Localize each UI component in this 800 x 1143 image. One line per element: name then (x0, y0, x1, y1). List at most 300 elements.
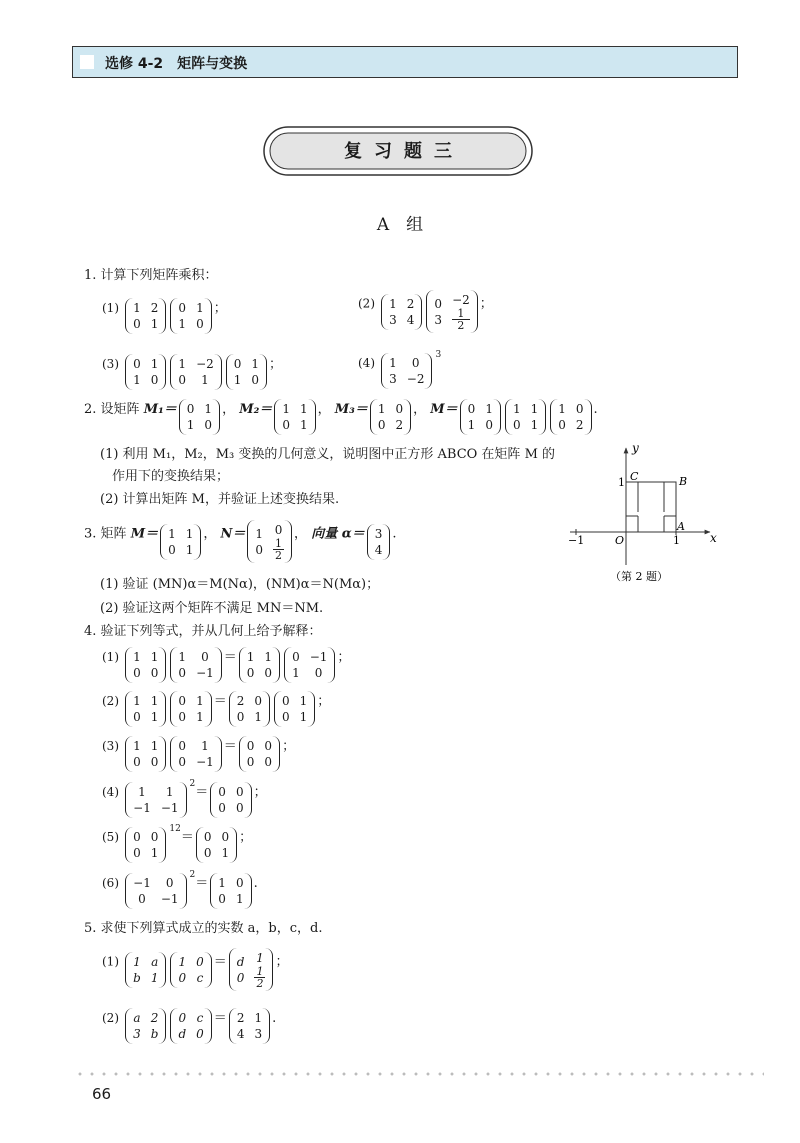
matrix-col (558, 401, 566, 433)
matrix-col (204, 829, 212, 861)
matrix-col (407, 355, 425, 387)
matrix-cell: 1 (178, 357, 187, 371)
fraction-den: 2 (275, 549, 283, 562)
square (626, 482, 676, 532)
col (255, 526, 263, 558)
q1-part4 (358, 350, 442, 389)
matrix-cell: 1 (512, 402, 521, 416)
punct: ； (239, 830, 253, 845)
punct: ； (317, 694, 331, 709)
matrix (170, 354, 221, 390)
cell: 1 (255, 526, 264, 541)
matrix-col (292, 649, 300, 681)
matrix (550, 399, 591, 435)
matrix-n (247, 520, 292, 563)
matrix-cell: 0 (196, 954, 204, 969)
matrix-col (187, 401, 195, 433)
matrix-cell: 1 (150, 357, 159, 371)
matrix-cell: 0 (246, 666, 255, 680)
matrix-cell: −1 (133, 876, 151, 890)
footer-dotted-rule (74, 1072, 764, 1076)
fraction-num: 1 (452, 308, 470, 320)
punct: . (272, 1011, 277, 1026)
matrix-cell: 0 (314, 666, 323, 680)
matrix-cell: 0 (203, 846, 212, 860)
q1-p2-label: (2) (358, 296, 375, 311)
matrix-cell: 1 (254, 1011, 263, 1025)
matrix-cell: 1 (530, 402, 539, 416)
matrix-cell: 2 (150, 301, 159, 315)
punct: ； (275, 954, 289, 970)
matrix-cell: 0 (178, 373, 187, 387)
matrix-cell: 1 (150, 846, 159, 860)
equals: ＝ (223, 650, 237, 665)
matrix (125, 1008, 166, 1044)
matrix-col (196, 954, 204, 986)
matrix-cell: 1 (221, 846, 230, 860)
q5-e2 (102, 1007, 276, 1044)
matrix-cell: c (196, 970, 204, 985)
matrix-cell: 1 (235, 892, 244, 906)
matrix-with-fraction (426, 290, 477, 333)
matrix (226, 354, 267, 390)
matrix-cell: −1 (133, 801, 151, 815)
matrix-col (282, 401, 290, 433)
matrix-col (196, 356, 214, 388)
label: (6) (102, 876, 119, 890)
matrix-cell: 1 (150, 739, 159, 753)
matrix-cell: b (133, 970, 141, 985)
power: 3 (435, 350, 442, 360)
col (254, 950, 265, 989)
m-label: M＝ (130, 526, 159, 542)
matrix-cell: 1 (254, 710, 262, 724)
punct: ； (253, 785, 267, 800)
col (434, 296, 442, 328)
matrix-cell: 1 (196, 301, 204, 315)
matrix-cell: 0 (558, 418, 566, 432)
matrix-cell: 1 (133, 373, 141, 387)
matrix (381, 294, 422, 330)
q1-p4-label: (4) (358, 356, 375, 370)
matrix-cell: −2 (196, 357, 214, 371)
matrix-col (151, 356, 159, 388)
matrix-col (133, 356, 141, 388)
matrix (210, 873, 251, 909)
matrix (170, 736, 221, 772)
q3-prefix: 3. 矩阵 (84, 526, 127, 542)
matrix-cell: 2 (395, 418, 404, 432)
matrix-col (247, 738, 255, 770)
header-bar (72, 46, 738, 78)
power: 2 (189, 779, 196, 789)
q1-part3 (102, 353, 282, 390)
matrix-col (133, 784, 151, 816)
equals: ＝ (180, 830, 194, 845)
matrix-col (389, 355, 397, 387)
vector-alpha (367, 524, 391, 560)
matrix-col (151, 300, 159, 332)
section-banner (263, 126, 533, 176)
matrix-cell: 0 (203, 830, 212, 844)
matrix-col (251, 356, 259, 388)
matrix-col (485, 401, 493, 433)
matrix-col (218, 875, 226, 907)
matrix-cell: 1 (196, 694, 204, 708)
matrix-cell: 1 (389, 356, 397, 370)
q4-e6 (102, 872, 258, 909)
matrix-col (151, 1010, 159, 1042)
cell: 0 (255, 542, 264, 557)
vector-label: 向量 α＝ (311, 526, 365, 542)
matrix-cell: 0 (133, 710, 141, 724)
matrix-cell: 1 (185, 542, 194, 557)
matrix-col (310, 649, 328, 681)
equals: ＝ (195, 876, 209, 891)
matrix-col (389, 296, 397, 328)
matrix-cell: 0 (133, 755, 141, 769)
cell: d (236, 954, 245, 969)
matrix-cell: 1 (165, 785, 174, 799)
matrix-cell: 1 (150, 710, 159, 724)
matrix-cell: 0 (218, 892, 226, 906)
header-square-icon (80, 55, 94, 69)
matrix (170, 298, 211, 334)
group-title: A 组 (376, 215, 424, 235)
matrix-cell: 0 (485, 418, 493, 432)
matrix-cell: 1 (218, 876, 226, 890)
label-a: A (677, 520, 685, 533)
matrix-col (168, 526, 176, 558)
matrix-cell: 0 (395, 402, 404, 416)
matrix (125, 354, 166, 390)
matrix (125, 691, 166, 727)
matrix-cell: 0 (186, 402, 195, 416)
matrix-cell: 2 (575, 418, 584, 432)
matrix-col (237, 693, 245, 725)
matrix-col (133, 954, 141, 986)
matrix-col (133, 738, 141, 770)
matrix-col (161, 875, 179, 907)
matrix-cell: 1 (389, 296, 397, 311)
label: (1) (102, 650, 119, 664)
cell: 4 (374, 542, 383, 557)
punct: . (253, 876, 258, 891)
matrix-cell: 1 (133, 694, 141, 708)
matrix-cell: −1 (160, 892, 179, 906)
q4-e5 (102, 826, 252, 863)
matrix-cell: 0 (138, 892, 146, 906)
matrix-cell: 1 (168, 526, 176, 541)
q2-part1-line2: 作用下的变换结果； (112, 469, 230, 484)
matrix-col (218, 784, 226, 816)
matrix-col (151, 649, 159, 681)
matrix-col (247, 649, 255, 681)
matrix-col (513, 401, 521, 433)
matrix-cell: 1 (201, 373, 209, 387)
col (237, 954, 245, 986)
figure-square-abco (560, 440, 730, 600)
matrix-cell: 0 (251, 373, 260, 387)
matrix-cell: 0 (282, 694, 290, 708)
matrix-col (282, 693, 290, 725)
matrix-col (133, 693, 141, 725)
matrix-cell: 3 (133, 1027, 141, 1041)
matrix-cell: 2 (150, 1011, 159, 1025)
matrix (239, 736, 280, 772)
matrix-col (178, 693, 186, 725)
matrix-cell: 0 (233, 357, 242, 371)
q2-part2: (2) 计算出矩阵 M，并验证上述变换结果. (100, 492, 340, 507)
label: (4) (102, 785, 119, 799)
matrix-with-fraction (229, 948, 274, 991)
matrix-col (178, 356, 186, 388)
matrix (284, 647, 335, 683)
matrix (125, 952, 166, 988)
q1-p1-label: (1) (102, 301, 119, 315)
matrix-cell: 1 (178, 317, 187, 331)
matrix-cell: 1 (264, 650, 273, 664)
label-b: B (679, 475, 688, 488)
equals: ＝ (223, 739, 237, 754)
matrix-col (178, 738, 186, 770)
m-label: M＝ (430, 402, 458, 417)
matrix-cell: 0 (377, 418, 386, 432)
matrix-cell: 1 (178, 954, 187, 969)
matrix-col (151, 693, 159, 725)
matrix-cell: −1 (196, 666, 214, 680)
punct: ； (479, 296, 493, 312)
matrix-col (300, 401, 308, 433)
matrix-col (133, 875, 151, 907)
cell: 3 (374, 526, 383, 541)
matrix-cell: 1 (251, 357, 260, 371)
matrix-col (576, 401, 584, 433)
matrix-cell: 1 (196, 710, 204, 724)
matrix-cell: 0 (201, 650, 209, 664)
matrix-cell: 0 (235, 801, 244, 815)
header-title: 选修 4-2 矩阵与变换 (105, 56, 248, 72)
tick-label-xm1: −1 (568, 534, 585, 547)
matrix-col (196, 738, 214, 770)
cell: 3 (434, 312, 443, 327)
punct: ， (413, 402, 427, 417)
matrix-col (178, 1010, 186, 1042)
matrix (381, 353, 432, 389)
power: 12 (169, 824, 181, 834)
label-c: C (630, 470, 639, 483)
matrix-col (151, 829, 159, 861)
matrix (125, 782, 186, 818)
punct: . (593, 402, 598, 417)
q2-part1-line1: (1) 利用 M₁，M₂，M₃ 变换的几何意义，说明图中正方形 ABCO 在矩阵 M 的 (100, 447, 556, 462)
equals: ＝ (213, 1011, 227, 1026)
matrix-cell: 1 (150, 694, 159, 708)
matrix-col (151, 954, 159, 986)
matrix-cell: 3 (389, 312, 397, 327)
matrix-col (468, 401, 476, 433)
matrix-cell: 0 (150, 830, 159, 844)
q3-part1: (1) 验证 (MN)α＝M(Nα)，(NM)α＝N(Mα)； (100, 577, 380, 592)
matrix (229, 691, 270, 727)
matrix-cell: 1 (485, 402, 493, 416)
matrix-cell: 1 (246, 650, 255, 664)
figure-caption: （第 2 题） (610, 570, 668, 583)
matrix-col (151, 738, 159, 770)
matrix (460, 399, 501, 435)
matrix-col (407, 296, 415, 328)
matrix-cell: 0 (150, 373, 159, 387)
m1-label: M₁＝ (143, 402, 177, 417)
matrix-col (264, 738, 272, 770)
matrix-cell: 0 (254, 694, 262, 708)
matrix (229, 1008, 270, 1044)
matrix-cell: d (178, 1027, 187, 1041)
matrix-cell: 2 (406, 296, 415, 311)
cell: 1 (256, 951, 264, 965)
matrix-cell: 0 (178, 694, 187, 708)
matrix (125, 647, 166, 683)
matrix-cell: 0 (246, 739, 255, 753)
matrix (125, 873, 186, 909)
matrix-cell: 0 (178, 301, 187, 315)
matrix-cell: 2 (236, 1011, 245, 1025)
matrix-cell: 0 (178, 755, 187, 769)
fraction-den: 2 (256, 977, 264, 990)
label: (1) (102, 954, 119, 969)
matrix-cell: 1 (299, 694, 308, 708)
matrix (125, 827, 166, 863)
q1-p3-label: (3) (102, 357, 119, 371)
matrix-cell: 1 (282, 402, 290, 416)
matrix-cell: 0 (467, 402, 476, 416)
q4-e3 (102, 735, 295, 772)
matrix (239, 647, 280, 683)
punct: ， (317, 402, 331, 417)
matrix-cell: 0 (411, 356, 420, 370)
matrix-col (264, 649, 272, 681)
fraction-den: 2 (457, 319, 465, 332)
cell: 0 (274, 523, 283, 537)
matrix-cell: a (133, 1011, 141, 1025)
matrix-cell: 0 (196, 1027, 204, 1041)
label: (5) (102, 830, 119, 844)
q3-stem (84, 520, 397, 563)
matrix-cell: 1 (186, 418, 195, 432)
matrix-cell: 0 (178, 710, 187, 724)
matrix-col (395, 401, 403, 433)
matrix-col (196, 1010, 204, 1042)
q5-stem: 5. 求使下列算式成立的实数 a，b，c，d. (84, 921, 323, 936)
cell: 0 (434, 296, 443, 311)
matrix (196, 827, 237, 863)
matrix-cell: 1 (150, 317, 159, 331)
power: 2 (189, 870, 196, 880)
matrix-cell: 0 (178, 666, 187, 680)
q4-e4 (102, 781, 267, 818)
matrix-cell: 1 (530, 418, 539, 432)
matrix-cell: 1 (299, 402, 308, 416)
matrix-cell: −2 (406, 372, 425, 386)
matrix-cell: 0 (221, 830, 230, 844)
matrix-cell: 1 (233, 373, 242, 387)
matrix-cell: 0 (235, 876, 244, 890)
matrix-cell: 0 (165, 876, 174, 890)
m3-label: M₃＝ (334, 402, 368, 417)
matrix-cell: 0 (218, 801, 226, 815)
label-x: x (710, 531, 717, 545)
equals: ＝ (195, 785, 209, 800)
punct: ， (222, 402, 236, 417)
matrix-cell: 0 (512, 418, 521, 432)
punct: ； (213, 301, 227, 316)
matrix-cell: 0 (133, 666, 141, 680)
fraction-num: 1 (256, 965, 264, 978)
matrix-cell: 0 (264, 666, 273, 680)
matrix-cell: 1 (292, 666, 300, 680)
matrix-cell: 0 (178, 739, 187, 753)
matrix-cell: 1 (138, 785, 146, 799)
matrix-col (133, 649, 141, 681)
punct: ； (337, 650, 351, 665)
matrix-col (186, 526, 194, 558)
cell: −2 (452, 293, 470, 307)
m2-label: M₂＝ (239, 402, 273, 417)
label-y: y (632, 441, 639, 455)
matrix-col (236, 784, 244, 816)
matrix-col (133, 829, 141, 861)
matrix-cell: 1 (377, 402, 386, 416)
matrix-cell: 0 (178, 970, 187, 985)
matrix (170, 952, 211, 988)
q5-e1 (102, 948, 288, 991)
matrix-cell: 1 (133, 650, 141, 664)
fraction (452, 308, 470, 331)
matrix-col (254, 1010, 262, 1042)
matrix-cell: 0 (133, 830, 141, 844)
matrix-cell: 1 (133, 301, 141, 315)
matrix-cell: 0 (575, 402, 584, 416)
matrix-cell: 0 (133, 317, 141, 331)
matrix (505, 399, 546, 435)
matrix (170, 1008, 211, 1044)
matrix-cell: 0 (236, 710, 245, 724)
matrix-cell: 3 (389, 372, 397, 386)
label: (3) (102, 739, 119, 753)
equals: ＝ (213, 954, 227, 970)
matrix-col (161, 784, 179, 816)
q1-part2 (358, 290, 493, 333)
q4-e2 (102, 690, 330, 727)
matrix-cell: 0 (133, 357, 141, 371)
matrix (160, 524, 201, 560)
matrix-cell: −1 (309, 650, 328, 664)
matrix-cell: 2 (236, 694, 245, 708)
matrix-cell: 0 (150, 755, 159, 769)
matrix-col (178, 300, 186, 332)
matrix (274, 399, 315, 435)
banner-title: 复习题三 (344, 141, 464, 162)
q2-prefix: 2. 设矩阵 (84, 402, 140, 417)
matrix-cell: 0 (282, 710, 290, 724)
matrix-cell: 0 (196, 317, 204, 331)
label: (2) (102, 1011, 119, 1025)
matrix-cell: 1 (133, 739, 141, 753)
matrix-cell: 0 (168, 542, 176, 557)
matrix-cell: a (151, 954, 159, 969)
matrix-col (196, 649, 214, 681)
punct: ； (269, 357, 283, 372)
